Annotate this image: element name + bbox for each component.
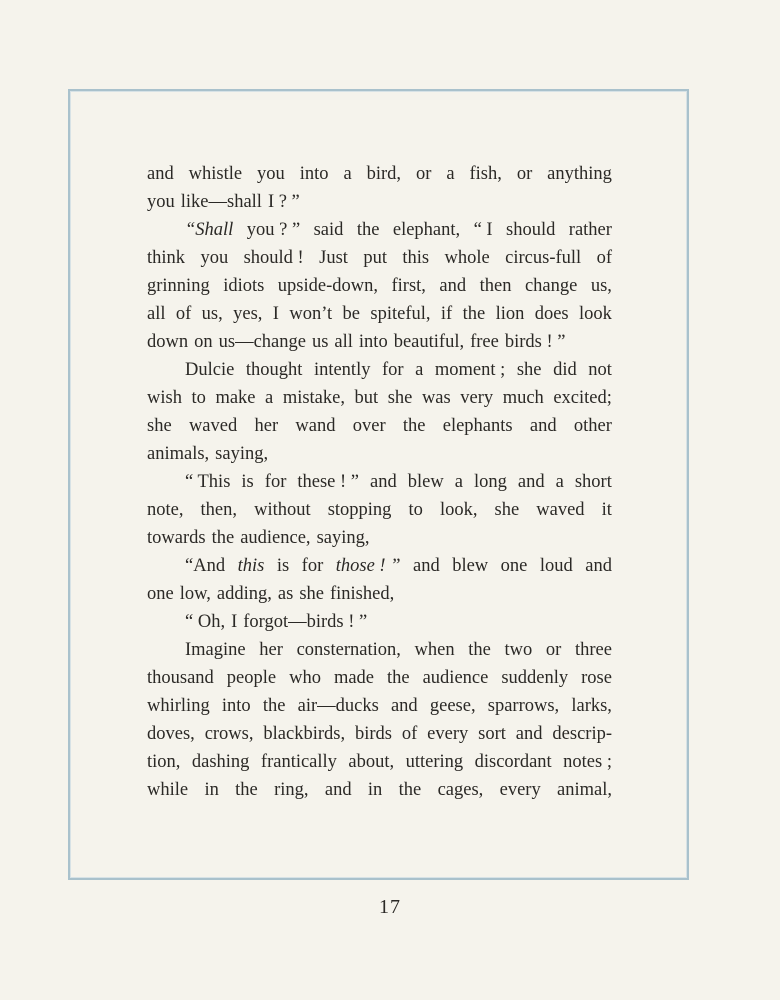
word: ring, (274, 780, 309, 800)
word: one (500, 556, 528, 576)
word: saying, (215, 444, 269, 464)
word: animals, (147, 444, 210, 464)
word: mistake, (282, 388, 345, 408)
text-line (147, 160, 612, 188)
word: for (264, 472, 287, 492)
word: blew (452, 556, 489, 576)
page-number: 17 (379, 896, 401, 918)
word: larks, (571, 696, 612, 716)
word: consternation, (296, 640, 401, 660)
word: the (468, 640, 491, 660)
text-line (147, 496, 612, 524)
word: then, (200, 500, 238, 520)
text-line (147, 244, 612, 272)
word: the (235, 780, 258, 800)
word: us (311, 332, 329, 352)
word: Dulcie (185, 360, 235, 380)
word: the (398, 780, 422, 800)
word: then (479, 276, 512, 296)
word: the (262, 696, 286, 716)
word: look, (439, 500, 478, 520)
word: audience (422, 668, 489, 688)
word: us, (201, 304, 223, 324)
text-line (147, 412, 612, 440)
word: geese, (429, 696, 476, 716)
word: beautiful, (393, 332, 465, 352)
word: idiots (223, 276, 265, 296)
word: she (387, 388, 413, 408)
word: to (191, 388, 206, 408)
word: while (147, 780, 189, 800)
word: spiteful, (370, 304, 431, 324)
word: sort (478, 724, 506, 744)
text-line (147, 440, 612, 468)
word: a (446, 164, 455, 184)
word: over (352, 416, 386, 436)
word: a (555, 472, 564, 492)
word: she (494, 500, 520, 520)
word: a (265, 388, 274, 408)
word: about, (348, 752, 395, 772)
text-line (147, 720, 612, 748)
word: for (382, 360, 404, 380)
word: excited; (553, 388, 612, 408)
word: she (516, 360, 542, 380)
word: lion (495, 304, 525, 324)
word: elephant, (392, 220, 461, 240)
word: finished, (329, 584, 395, 604)
word: I ? ” (267, 192, 300, 212)
word: stopping (327, 500, 392, 520)
word: her (254, 416, 279, 436)
word: and (370, 472, 397, 492)
word: or (545, 640, 562, 660)
text-line (147, 300, 612, 328)
word: I (272, 304, 279, 324)
word: is (241, 472, 254, 492)
word: look (579, 304, 612, 324)
word: be (342, 304, 361, 324)
word: or (516, 164, 533, 184)
word: waved (536, 500, 585, 520)
text-line (147, 216, 612, 244)
word: uttering (405, 752, 464, 772)
text-line (147, 188, 612, 216)
word: grinning (147, 276, 210, 296)
word: whole (444, 248, 490, 268)
word: you (200, 248, 229, 268)
text-line (147, 384, 612, 412)
word: “Shall (185, 220, 234, 240)
text-line (147, 776, 612, 804)
word: is (276, 556, 290, 576)
word: a (343, 164, 352, 184)
word: the (211, 528, 235, 548)
word: or (415, 164, 432, 184)
word: without (254, 500, 311, 520)
text-line (147, 524, 612, 552)
word: this (237, 556, 265, 576)
word: yes, (233, 304, 263, 324)
text-line (147, 468, 612, 496)
word: Imagine (185, 640, 246, 660)
word: very (460, 388, 494, 408)
word: when (414, 640, 455, 660)
word: does (534, 304, 569, 324)
text-line (147, 636, 612, 664)
word: anything (547, 164, 612, 184)
word: Just (319, 248, 348, 268)
word: saying, (316, 528, 370, 548)
word: thought (245, 360, 303, 380)
word: in (204, 780, 219, 800)
word: cages, (437, 780, 484, 800)
word: intently (313, 360, 371, 380)
word: “ This (185, 472, 231, 492)
word: was (421, 388, 451, 408)
word: wish (147, 388, 182, 408)
word: these ! ” (297, 472, 360, 492)
word: blackbirds, (263, 724, 346, 744)
word: who (289, 668, 321, 688)
word: not (588, 360, 612, 380)
word: you (257, 164, 285, 184)
word: like—shall (180, 192, 262, 212)
word: of (401, 724, 418, 744)
word: and (390, 696, 418, 716)
word: every (499, 780, 541, 800)
word: whirling (147, 696, 210, 716)
word: loud (539, 556, 573, 576)
word: but (354, 388, 379, 408)
text-line (147, 328, 612, 356)
word: won’t (289, 304, 333, 324)
word: did (553, 360, 577, 380)
text-line (147, 664, 612, 692)
word: into (221, 696, 251, 716)
word: birds (354, 724, 392, 744)
word: think (147, 248, 186, 268)
word: of (175, 304, 192, 324)
word: towards (147, 528, 206, 548)
word: into (358, 332, 388, 352)
word: two (504, 640, 533, 660)
word: the (462, 304, 486, 324)
word: elephants (442, 416, 513, 436)
word: one (147, 584, 174, 604)
word: rather (568, 220, 612, 240)
word: audience, (240, 528, 311, 548)
word: and (324, 780, 352, 800)
word: crows, (204, 724, 254, 744)
word: all (147, 304, 166, 324)
word: long (473, 472, 507, 492)
word: she (299, 584, 324, 604)
word: down (147, 332, 189, 352)
word: a (415, 360, 424, 380)
word: blew (407, 472, 444, 492)
word: all (334, 332, 353, 352)
word: said (313, 220, 344, 240)
text-line (147, 748, 612, 776)
word: and (529, 416, 557, 436)
word: animal, (557, 780, 612, 800)
word: change (524, 276, 578, 296)
word: first, (391, 276, 426, 296)
word: “ I (473, 220, 493, 240)
word: circus-full (505, 248, 582, 268)
word: on (194, 332, 213, 352)
word: fish, (469, 164, 502, 184)
word: sparrows, (487, 696, 560, 716)
word: it (601, 500, 612, 520)
word: birds ! ” (504, 332, 566, 352)
text-line (147, 580, 612, 608)
word: you (147, 192, 175, 212)
word: you ? ” (246, 220, 301, 240)
word: thousand (147, 668, 214, 688)
word: frantically (260, 752, 337, 772)
word: adding, (216, 584, 272, 604)
word: of (596, 248, 612, 268)
word: people (226, 668, 277, 688)
word: and (585, 556, 612, 576)
word: three (575, 640, 612, 660)
word: moment ; (434, 360, 506, 380)
word: upside-down, (277, 276, 378, 296)
word: should (506, 220, 556, 240)
word: and (147, 164, 174, 184)
word: put (363, 248, 387, 268)
word: discordant (474, 752, 552, 772)
word: every (427, 724, 469, 744)
word: her (259, 640, 283, 660)
word: the (387, 668, 410, 688)
word: suddenly (501, 668, 569, 688)
word: us, (590, 276, 612, 296)
text-line (147, 692, 612, 720)
word: I (231, 612, 238, 632)
word: wand (295, 416, 336, 436)
word: and (412, 556, 440, 576)
word: the (356, 220, 380, 240)
word: the (402, 416, 426, 436)
word: whistle (188, 164, 243, 184)
word: should ! (243, 248, 304, 268)
word: bird, (366, 164, 402, 184)
word: descrip- (552, 724, 612, 744)
word: short (574, 472, 612, 492)
word: a (454, 472, 463, 492)
word: air—ducks (297, 696, 379, 716)
word: to (408, 500, 423, 520)
word: and (515, 724, 543, 744)
word: waved (188, 416, 238, 436)
text-line (147, 272, 612, 300)
word: and (517, 472, 545, 492)
text-line (147, 608, 612, 636)
word: those ! ” (335, 556, 401, 576)
word: dashing (191, 752, 250, 772)
word: other (573, 416, 612, 436)
word: into (299, 164, 329, 184)
word: and (439, 276, 467, 296)
word: as (277, 584, 294, 604)
word: “And (185, 556, 226, 576)
word: free (470, 332, 499, 352)
body-text (147, 160, 612, 804)
word: rose (581, 668, 612, 688)
word: in (367, 780, 383, 800)
word: low, (179, 584, 211, 604)
word: make (215, 388, 256, 408)
word: “ Oh, (185, 612, 226, 632)
word: made (333, 668, 375, 688)
word: doves, (147, 724, 195, 744)
text-line (147, 552, 612, 580)
word: note, (147, 500, 184, 520)
word: if (440, 304, 453, 324)
word: notes ; (563, 752, 612, 772)
text-line (147, 356, 612, 384)
word: forgot—birds ! ” (243, 612, 368, 632)
word: for (301, 556, 324, 576)
word: us—change (218, 332, 306, 352)
word: tion, (147, 752, 181, 772)
word: much (502, 388, 544, 408)
word: she (147, 416, 172, 436)
word: this (402, 248, 430, 268)
